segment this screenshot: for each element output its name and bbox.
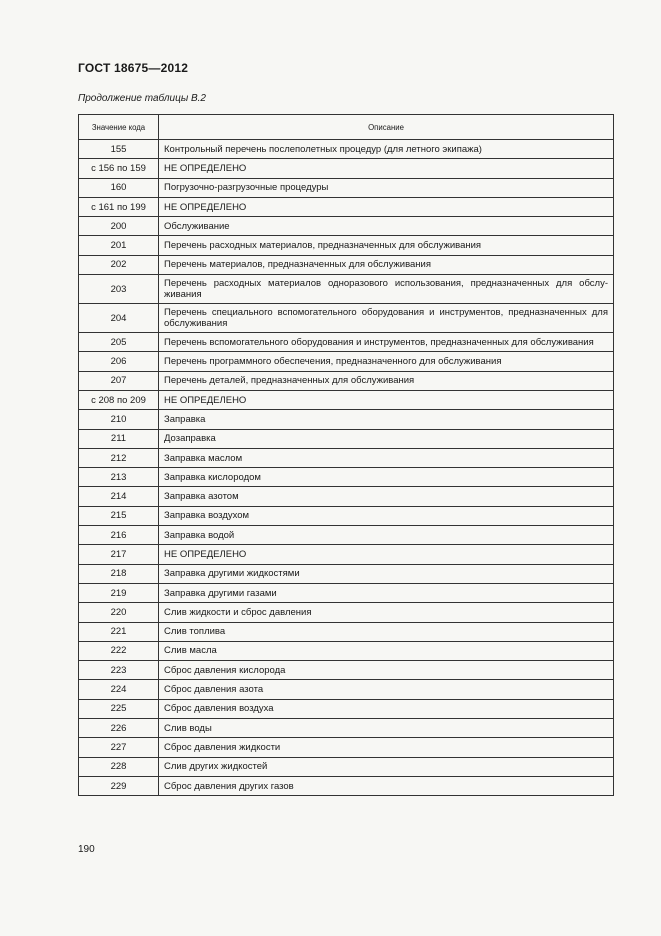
code-cell: 160 <box>79 178 159 197</box>
table-row <box>79 140 614 159</box>
code-cell: 212 <box>79 448 159 467</box>
description-cell: Перечень деталей, предназначенных для обслуживания <box>159 371 614 390</box>
description-cell: НЕ ОПРЕДЕЛЕНО <box>159 159 614 178</box>
table-row <box>79 680 614 699</box>
code-cell: 202 <box>79 255 159 274</box>
description-cell: Слив воды <box>159 719 614 738</box>
code-cell: 210 <box>79 410 159 429</box>
table-row <box>79 757 614 776</box>
table-row <box>79 371 614 390</box>
description-cell: Сброс давления жидкости <box>159 738 614 757</box>
code-cell: 216 <box>79 526 159 545</box>
description-cell: Сброс давления других газов <box>159 776 614 795</box>
code-cell: 219 <box>79 583 159 602</box>
code-cell: 200 <box>79 217 159 236</box>
table-row <box>79 197 614 216</box>
description-cell: Слив других жидкостей <box>159 757 614 776</box>
description-cell: НЕ ОПРЕДЕЛЕНО <box>159 197 614 216</box>
code-cell: 223 <box>79 661 159 680</box>
description-cell: Слив масла <box>159 641 614 660</box>
table-row <box>79 487 614 506</box>
code-cell: 214 <box>79 487 159 506</box>
table-row <box>79 719 614 738</box>
table-row <box>79 526 614 545</box>
table-row <box>79 159 614 178</box>
table-row <box>79 699 614 718</box>
code-cell: 225 <box>79 699 159 718</box>
code-cell: с 208 по 209 <box>79 390 159 409</box>
code-cell: 222 <box>79 641 159 660</box>
description-cell: Погрузочно-разгрузочные процедуры <box>159 178 614 197</box>
code-cell: с 161 по 199 <box>79 197 159 216</box>
table-row <box>79 304 614 333</box>
table-row <box>79 468 614 487</box>
description-cell: Перечень программного обеспечения, предназначенного для обслуживания <box>159 352 614 371</box>
table-row <box>79 545 614 564</box>
code-cell: 215 <box>79 506 159 525</box>
code-cell: 204 <box>79 304 159 333</box>
description-cell: Слив жидкости и сброс давления <box>159 603 614 622</box>
table-row <box>79 352 614 371</box>
table-row <box>79 255 614 274</box>
code-cell: 207 <box>79 371 159 390</box>
code-cell: 221 <box>79 622 159 641</box>
code-cell: 220 <box>79 603 159 622</box>
table-caption: Продолжение таблицы В.2 <box>78 93 206 104</box>
table-row <box>79 622 614 641</box>
table-header-row <box>79 115 614 140</box>
column-header-description: Описание <box>159 115 614 140</box>
table-row <box>79 641 614 660</box>
table-row <box>79 390 614 409</box>
description-cell: Заправка азотом <box>159 487 614 506</box>
description-cell: Заправка кислородом <box>159 468 614 487</box>
table-row <box>79 429 614 448</box>
table-row <box>79 661 614 680</box>
table-row <box>79 776 614 795</box>
description-cell: Сброс давления воздуха <box>159 699 614 718</box>
table-row <box>79 217 614 236</box>
code-cell: 213 <box>79 468 159 487</box>
code-cell: 205 <box>79 333 159 352</box>
description-cell: Перечень материалов, предназначенных для обслуживания <box>159 255 614 274</box>
description-cell: Заправка другими жидкостями <box>159 564 614 583</box>
page-number: 190 <box>78 844 95 855</box>
description-cell: НЕ ОПРЕДЕЛЕНО <box>159 390 614 409</box>
description-cell: Дозаправка <box>159 429 614 448</box>
description-cell: Сброс давления азота <box>159 680 614 699</box>
description-cell: Заправка водой <box>159 526 614 545</box>
table-row <box>79 275 614 304</box>
code-cell: 217 <box>79 545 159 564</box>
code-cell: с 156 по 159 <box>79 159 159 178</box>
description-cell: Перечень расходных материалов, предназначенных для обслуживания <box>159 236 614 255</box>
column-header-code: Значение кода <box>79 115 159 140</box>
code-cell: 206 <box>79 352 159 371</box>
code-cell: 226 <box>79 719 159 738</box>
description-cell: Заправка маслом <box>159 448 614 467</box>
code-cell: 228 <box>79 757 159 776</box>
description-cell: Перечень специального вспомогательного оборудования и инструментов, предназначенных для обслуживания <box>159 304 614 333</box>
table-row <box>79 333 614 352</box>
table-row <box>79 583 614 602</box>
description-cell: Контрольный перечень послеполетных процедур (для летного экипажа) <box>159 140 614 159</box>
code-table <box>78 114 614 796</box>
table-row <box>79 236 614 255</box>
code-cell: 227 <box>79 738 159 757</box>
table-row <box>79 564 614 583</box>
description-cell: Заправка другими газами <box>159 583 614 602</box>
code-cell: 224 <box>79 680 159 699</box>
description-cell: Слив топлива <box>159 622 614 641</box>
doc-title: ГОСТ 18675—2012 <box>78 61 189 75</box>
code-cell: 229 <box>79 776 159 795</box>
description-cell: Сброс давления кислорода <box>159 661 614 680</box>
description-cell: НЕ ОПРЕДЕЛЕНО <box>159 545 614 564</box>
description-cell: Обслуживание <box>159 217 614 236</box>
description-cell: Заправка <box>159 410 614 429</box>
table-row <box>79 738 614 757</box>
table-row <box>79 410 614 429</box>
code-cell: 155 <box>79 140 159 159</box>
description-cell: Перечень вспомогательного оборудования и инструментов, предназначенных для обслуживания <box>159 333 614 352</box>
code-cell: 203 <box>79 275 159 304</box>
table-row <box>79 178 614 197</box>
code-cell: 211 <box>79 429 159 448</box>
table-row <box>79 448 614 467</box>
code-cell: 218 <box>79 564 159 583</box>
code-cell: 201 <box>79 236 159 255</box>
description-cell: Перечень расходных материалов одноразового использования, предназначенных для обслу-живания <box>159 275 614 304</box>
table-row <box>79 506 614 525</box>
table-row <box>79 603 614 622</box>
description-cell: Заправка воздухом <box>159 506 614 525</box>
